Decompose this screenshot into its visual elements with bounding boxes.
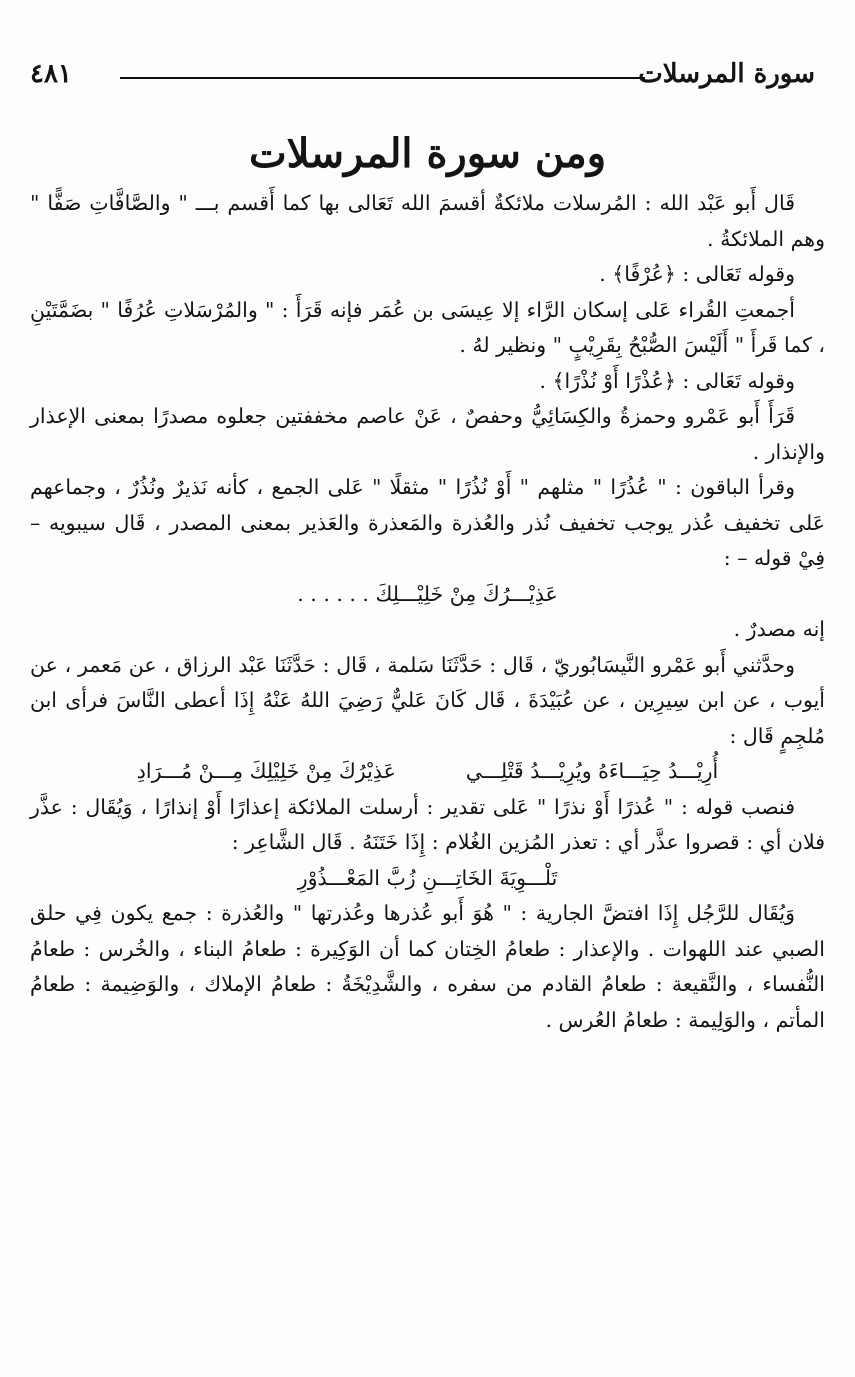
surah-title: ومن سورة المرسلات: [248, 130, 607, 177]
verse-hemistich-second: عَذِيْرُكَ مِنْ خَلِيْلِكَ مِـــنْ مُـــرَادِ: [136, 759, 396, 783]
paragraph: قَال أَبو عَبْد الله : المُرسلات ملائكةٌ أقسمَ الله تَعَالى بها كما أَقسم بـــ " والصَّافَّاتِ صَفًّا " وهم الملائكةُ .: [30, 191, 825, 251]
paragraph: وقوله تَعَالى : ﴿عُرْفًا﴾ .: [599, 262, 795, 286]
running-header: [30, 56, 815, 96]
header-rule: [120, 77, 645, 79]
paragraph: إنه مصدرٌ .: [733, 617, 825, 641]
verse-line: تَلْـــوِيَةَ الخَاتِـــنِ زُبَّ المَعْـــذُوْرِ: [297, 865, 558, 890]
paragraph: وَيُقَال للرَّجُل إِذَا افتضَّ الجارية : " هُوَ أَبو عُذرها وعُذرتها " والعُذرة : جمع يكون فِي حلق الصبي عند اللهوات . والإعذار : طعامُ الخِتان كما أن الوَكِيرة : طعامُ البناء ، والخُرس : طعامُ النُّفساء ، والنَّقيعة : طعامُ القادم من سفره ، والشَّدِيْخَةُ : طعامُ الإملاك ، والوَضِيمة : طعامُ المأتم ، والوَلِيمة : طعامُ العُرس .: [30, 901, 825, 1032]
verse-line: عَذِيْـــرُكَ مِنْ خَلِيْـــلِكَ . . . . . .: [297, 581, 558, 606]
paragraph: فنصب قوله : " عُذرًا أَوْ نذرًا " عَلى تقدير : أرسلت الملائكة إعذارًا أَوْ إنذارًا ، وَيُقَال : عذَّر فلان أي : قصروا عذَّر أي : تعذر المُزين الغُلام : إِذَا خَتَنَهُ . قَال الشَّاعِر :: [30, 794, 825, 854]
paragraph: قَرَأَ أَبو عَمْرو وحمزةُ والكِسَائِيُّ وحفصٌ ، عَنْ عاصم مخففتين جعلوه مصدرًا بمعنى الإعذار والإنذار .: [30, 404, 825, 464]
verse-hemistich-first: أُرِيْـــدُ حِيَـــاءَهُ ويُرِيْـــدُ قَتْلِـــي: [465, 759, 719, 783]
running-header-title: سورة المرسلات: [638, 59, 815, 89]
paragraph: وحدَّثني أَبو عَمْرو النَّيسَابُوريّ ، قَال : حَدَّثَنَا سَلمة ، قَال : حَدَّثَنَا عَبْد الرزاق ، عن مَعمر ، عن أيوب ، عن ابن سِيرِين ، عن عُبَيْدَةَ ، قَال كَانَ عَليٌّ رَضِيَ اللهُ عَنْهُ إِذَا أعطى النَّاسَ فرأى ابن مُلجِمٍ قَال :: [30, 652, 825, 748]
verse-couplet: [30, 754, 825, 790]
body-text: [30, 186, 825, 1038]
paragraph: أجمعتِ القُراء عَلى إسكان الرَّاء إلا عِيسَى بن عُمَر فإنه قَرَأَ : " والمُرْسَلاتِ عُرُفًا " بضَمَّتَيْنِ ، كما قَرأَ " أَلَيْسَ الصُّبْحُ بِقَرِيْبٍ " ونظير لهُ .: [30, 297, 825, 357]
page-number: ٤٨١: [30, 59, 72, 89]
paragraph: وقرأ الباقون : " عُذُرًا " مثلهم " أَوْ نُذُرًا " مثقلًا " عَلى الجمع ، كأنه نَذيرٌ ونُذُرٌ ، وجماعهم عَلى تخفيف عُذر يوجب تخفيف نُذر والعُذرة والمَعذرة والعَذير بمعنى المصدر ، قَال سيبويه – فِيْ قوله – :: [30, 475, 825, 570]
paragraph: وقوله تَعَالى : ﴿عُذْرًا أَوْ نُذْرًا﴾ .: [539, 368, 795, 393]
